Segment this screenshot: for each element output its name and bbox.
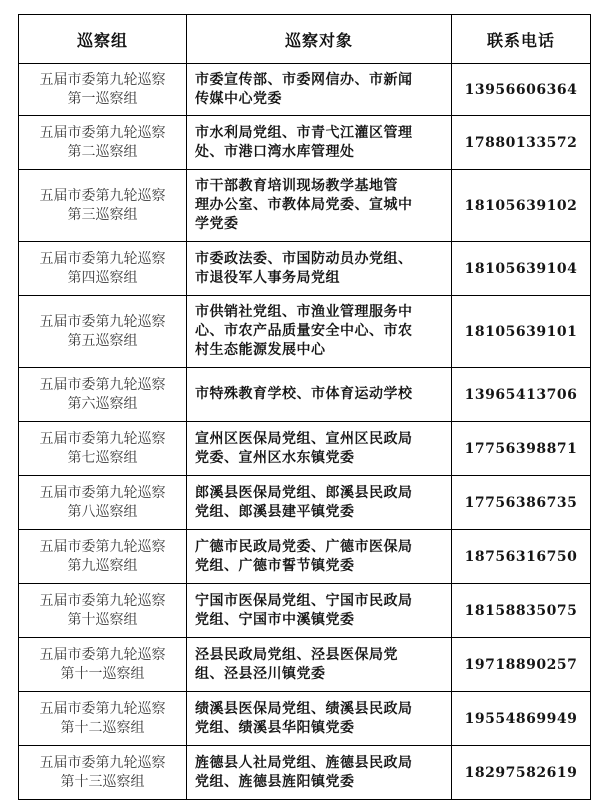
group-line: 五届市委第九轮巡察 (39, 754, 166, 771)
group-line: 五届市委第九轮巡察 (39, 484, 166, 501)
target-line: 组、泾县泾川镇党委 (195, 665, 326, 682)
cell-phone: 18105639104 (452, 242, 591, 296)
target-line: 广德市民政局党委、广德市医保局 (195, 538, 413, 555)
group-line: 第四巡察组 (67, 269, 138, 286)
cell-phone: 17756386735 (452, 476, 591, 530)
cell-phone: 18105639101 (452, 296, 591, 368)
group-line: 第十巡察组 (67, 611, 138, 628)
cell-target (187, 530, 452, 584)
group-line: 五届市委第九轮巡察 (39, 187, 166, 204)
table-row (19, 584, 591, 638)
target-line: 党组、宁国市中溪镇党委 (195, 611, 355, 628)
header-phone: 联系电话 (452, 15, 591, 64)
target-line: 处、市港口湾水库管理处 (195, 143, 355, 160)
cell-group (19, 242, 187, 296)
group-line: 五届市委第九轮巡察 (39, 430, 166, 447)
target-line: 市特殊教育学校、市体育运动学校 (195, 386, 413, 402)
group-line: 五届市委第九轮巡察 (39, 71, 166, 88)
target-line: 理办公室、市教体局党委、宣城中 (195, 197, 413, 213)
target-line: 宁国市医保局党组、宁国市民政局 (195, 592, 413, 609)
header-row (19, 15, 591, 64)
target-line: 党组、郎溪县建平镇党委 (195, 503, 355, 520)
target-line: 心、市农产品质量安全中心、市农 (195, 323, 413, 339)
cell-phone: 18756316750 (452, 530, 591, 584)
cell-group (19, 64, 187, 116)
cell-group (19, 296, 187, 368)
table-row (19, 368, 591, 422)
table-row (19, 242, 591, 296)
target-line: 党组、广德市誓节镇党委 (195, 557, 355, 574)
group-line: 五届市委第九轮巡察 (39, 376, 166, 393)
target-line: 传媒中心党委 (195, 90, 282, 107)
table-row (19, 422, 591, 476)
cell-phone: 19554869949 (452, 692, 591, 746)
target-line: 绩溪县医保局党组、绩溪县民政局 (195, 700, 413, 717)
group-line: 五届市委第九轮巡察 (39, 646, 166, 663)
cell-phone: 17880133572 (452, 116, 591, 170)
target-line: 泾县民政局党组、泾县医保局党 (195, 646, 398, 663)
target-line: 宣州区医保局党组、宣州区民政局 (195, 430, 413, 447)
cell-target (187, 116, 452, 170)
cell-phone: 19718890257 (452, 638, 591, 692)
header-group: 巡察组 (19, 15, 187, 64)
group-line: 第五巡察组 (67, 332, 138, 349)
target-line: 旌德县人社局党组、旌德县民政局 (195, 754, 413, 771)
group-line: 五届市委第九轮巡察 (39, 124, 166, 141)
group-line: 五届市委第九轮巡察 (39, 538, 166, 555)
cell-group (19, 170, 187, 242)
cell-group (19, 476, 187, 530)
cell-phone: 17756398871 (452, 422, 591, 476)
inspection-contact-table (18, 14, 591, 800)
table-row (19, 116, 591, 170)
cell-group (19, 692, 187, 746)
cell-target (187, 242, 452, 296)
target-line: 市水利局党组、市青弋江灌区管理 (195, 124, 413, 141)
cell-group (19, 638, 187, 692)
cell-group (19, 584, 187, 638)
table-row (19, 476, 591, 530)
group-line: 第九巡察组 (67, 557, 138, 574)
table-row (19, 692, 591, 746)
group-line: 五届市委第九轮巡察 (39, 313, 166, 330)
group-line: 第七巡察组 (67, 449, 138, 466)
cell-phone: 18297582619 (452, 746, 591, 800)
group-line: 第八巡察组 (67, 503, 138, 520)
target-line: 党委、宣州区水东镇党委 (195, 449, 355, 466)
target-line: 党组、绩溪县华阳镇党委 (195, 719, 355, 736)
group-line: 五届市委第九轮巡察 (39, 700, 166, 717)
cell-group (19, 116, 187, 170)
target-line: 市委宣传部、市委网信办、市新闻 (195, 71, 413, 88)
group-line: 五届市委第九轮巡察 (39, 250, 166, 267)
target-line: 学党委 (195, 216, 239, 232)
table-row (19, 296, 591, 368)
cell-phone: 13956606364 (452, 64, 591, 116)
group-line: 第十二巡察组 (60, 719, 145, 736)
target-line: 党组、旌德县旌阳镇党委 (195, 773, 355, 790)
target-line: 市干部教育培训现场教学基地管 (195, 178, 398, 194)
group-line: 第六巡察组 (67, 395, 138, 412)
group-line: 第十三巡察组 (60, 773, 145, 790)
group-line: 五届市委第九轮巡察 (39, 592, 166, 609)
table-body (19, 64, 591, 800)
cell-group (19, 422, 187, 476)
cell-target (187, 476, 452, 530)
target-line: 市供销社党组、市渔业管理服务中 (195, 304, 413, 320)
table-row (19, 64, 591, 116)
cell-target (187, 638, 452, 692)
cell-phone: 18158835075 (452, 584, 591, 638)
cell-group (19, 746, 187, 800)
cell-target (187, 584, 452, 638)
group-line: 第二巡察组 (67, 143, 138, 160)
table-row (19, 170, 591, 242)
cell-target (187, 64, 452, 116)
group-line: 第十一巡察组 (60, 665, 145, 682)
cell-group (19, 368, 187, 422)
table-row (19, 638, 591, 692)
target-line: 市退役军人事务局党组 (195, 269, 340, 286)
cell-phone: 13965413706 (452, 368, 591, 422)
group-line: 第一巡察组 (67, 90, 138, 107)
cell-target (187, 692, 452, 746)
cell-group (19, 530, 187, 584)
target-line: 郎溪县医保局党组、郎溪县民政局 (195, 484, 413, 501)
cell-target (187, 746, 452, 800)
cell-target (187, 368, 452, 422)
cell-target (187, 296, 452, 368)
target-line: 村生态能源发展中心 (195, 342, 326, 358)
cell-target (187, 422, 452, 476)
table-row (19, 530, 591, 584)
group-line: 第三巡察组 (67, 206, 138, 223)
target-line: 市委政法委、市国防动员办党组、 (195, 250, 413, 267)
cell-phone: 18105639102 (452, 170, 591, 242)
cell-target (187, 170, 452, 242)
table-row (19, 746, 591, 800)
header-target: 巡察对象 (187, 15, 452, 64)
